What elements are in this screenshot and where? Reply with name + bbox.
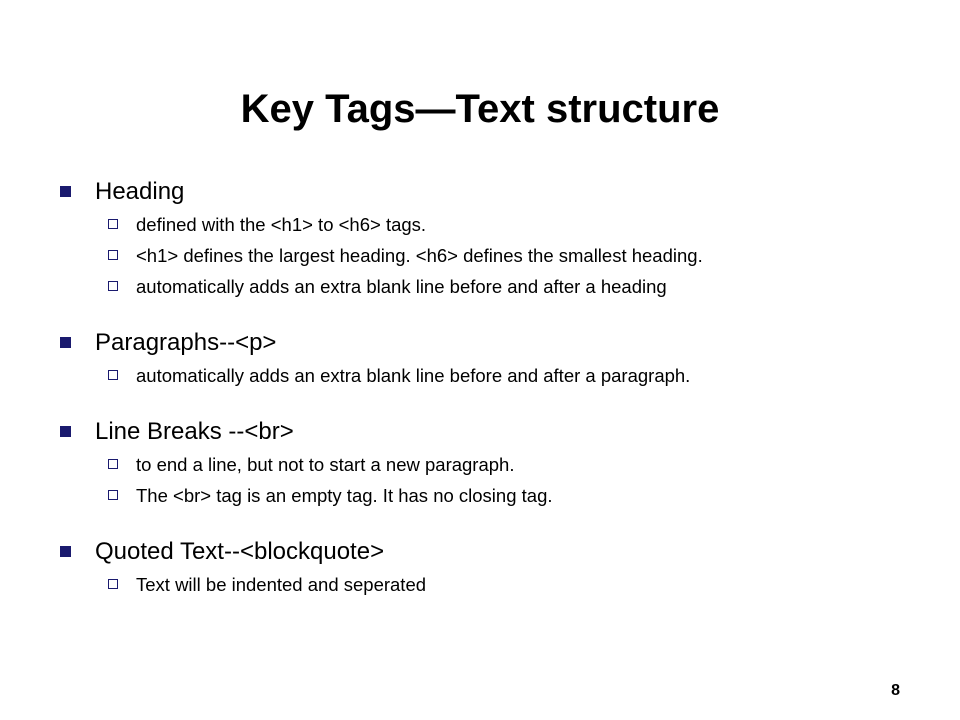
square-bullet-icon xyxy=(60,337,71,348)
sub-bullet-item xyxy=(60,209,920,240)
hollow-square-bullet-icon xyxy=(108,370,118,380)
hollow-square-bullet-icon xyxy=(108,490,118,500)
square-bullet-icon xyxy=(60,546,71,557)
sub-bullet-item xyxy=(60,271,920,302)
sub-bullet-text: <h1> defines the largest heading. <h6> defines the smallest heading. xyxy=(136,245,703,266)
bullet-item xyxy=(60,175,920,209)
bullet-item xyxy=(60,535,920,569)
bullet-text: Line Breaks --<br> xyxy=(95,418,294,445)
slide-title: Key Tags—Text structure xyxy=(240,87,720,131)
sub-bullet-text: defined with the <h1> to <h6> tags. xyxy=(136,214,427,235)
sub-bullet-item xyxy=(60,360,920,391)
section-heading xyxy=(60,175,920,302)
hollow-square-bullet-icon xyxy=(108,579,118,589)
section-paragraphs xyxy=(60,326,920,391)
hollow-square-bullet-icon xyxy=(108,459,118,469)
bullet-item xyxy=(60,326,920,360)
sub-bullet-text: automatically adds an extra blank line before and after a heading xyxy=(136,276,667,297)
square-bullet-icon xyxy=(60,186,71,197)
hollow-square-bullet-icon xyxy=(108,250,118,260)
sub-bullet-text: The <br> tag is an empty tag. It has no closing tag. xyxy=(136,485,553,506)
sub-bullet-text: Text will be indented and seperated xyxy=(136,574,427,595)
hollow-square-bullet-icon xyxy=(108,219,118,229)
slide-content xyxy=(60,175,920,600)
section-quoted-text xyxy=(60,535,920,600)
bullet-text: Heading xyxy=(95,178,185,205)
sub-bullet-item xyxy=(60,449,920,480)
sub-bullet-item xyxy=(60,480,920,511)
bullet-text: Paragraphs--<p> xyxy=(95,329,277,356)
bullet-item xyxy=(60,415,920,449)
section-line-breaks xyxy=(60,415,920,511)
sub-bullet-item xyxy=(60,569,920,600)
bullet-text: Quoted Text--<blockquote> xyxy=(95,538,385,565)
sub-bullet-text: automatically adds an extra blank line before and after a paragraph. xyxy=(136,365,691,386)
sub-bullet-item xyxy=(60,240,920,271)
page-number: 8 xyxy=(891,682,900,699)
square-bullet-icon xyxy=(60,426,71,437)
sub-bullet-text: to end a line, but not to start a new paragraph. xyxy=(136,454,515,475)
hollow-square-bullet-icon xyxy=(108,281,118,291)
